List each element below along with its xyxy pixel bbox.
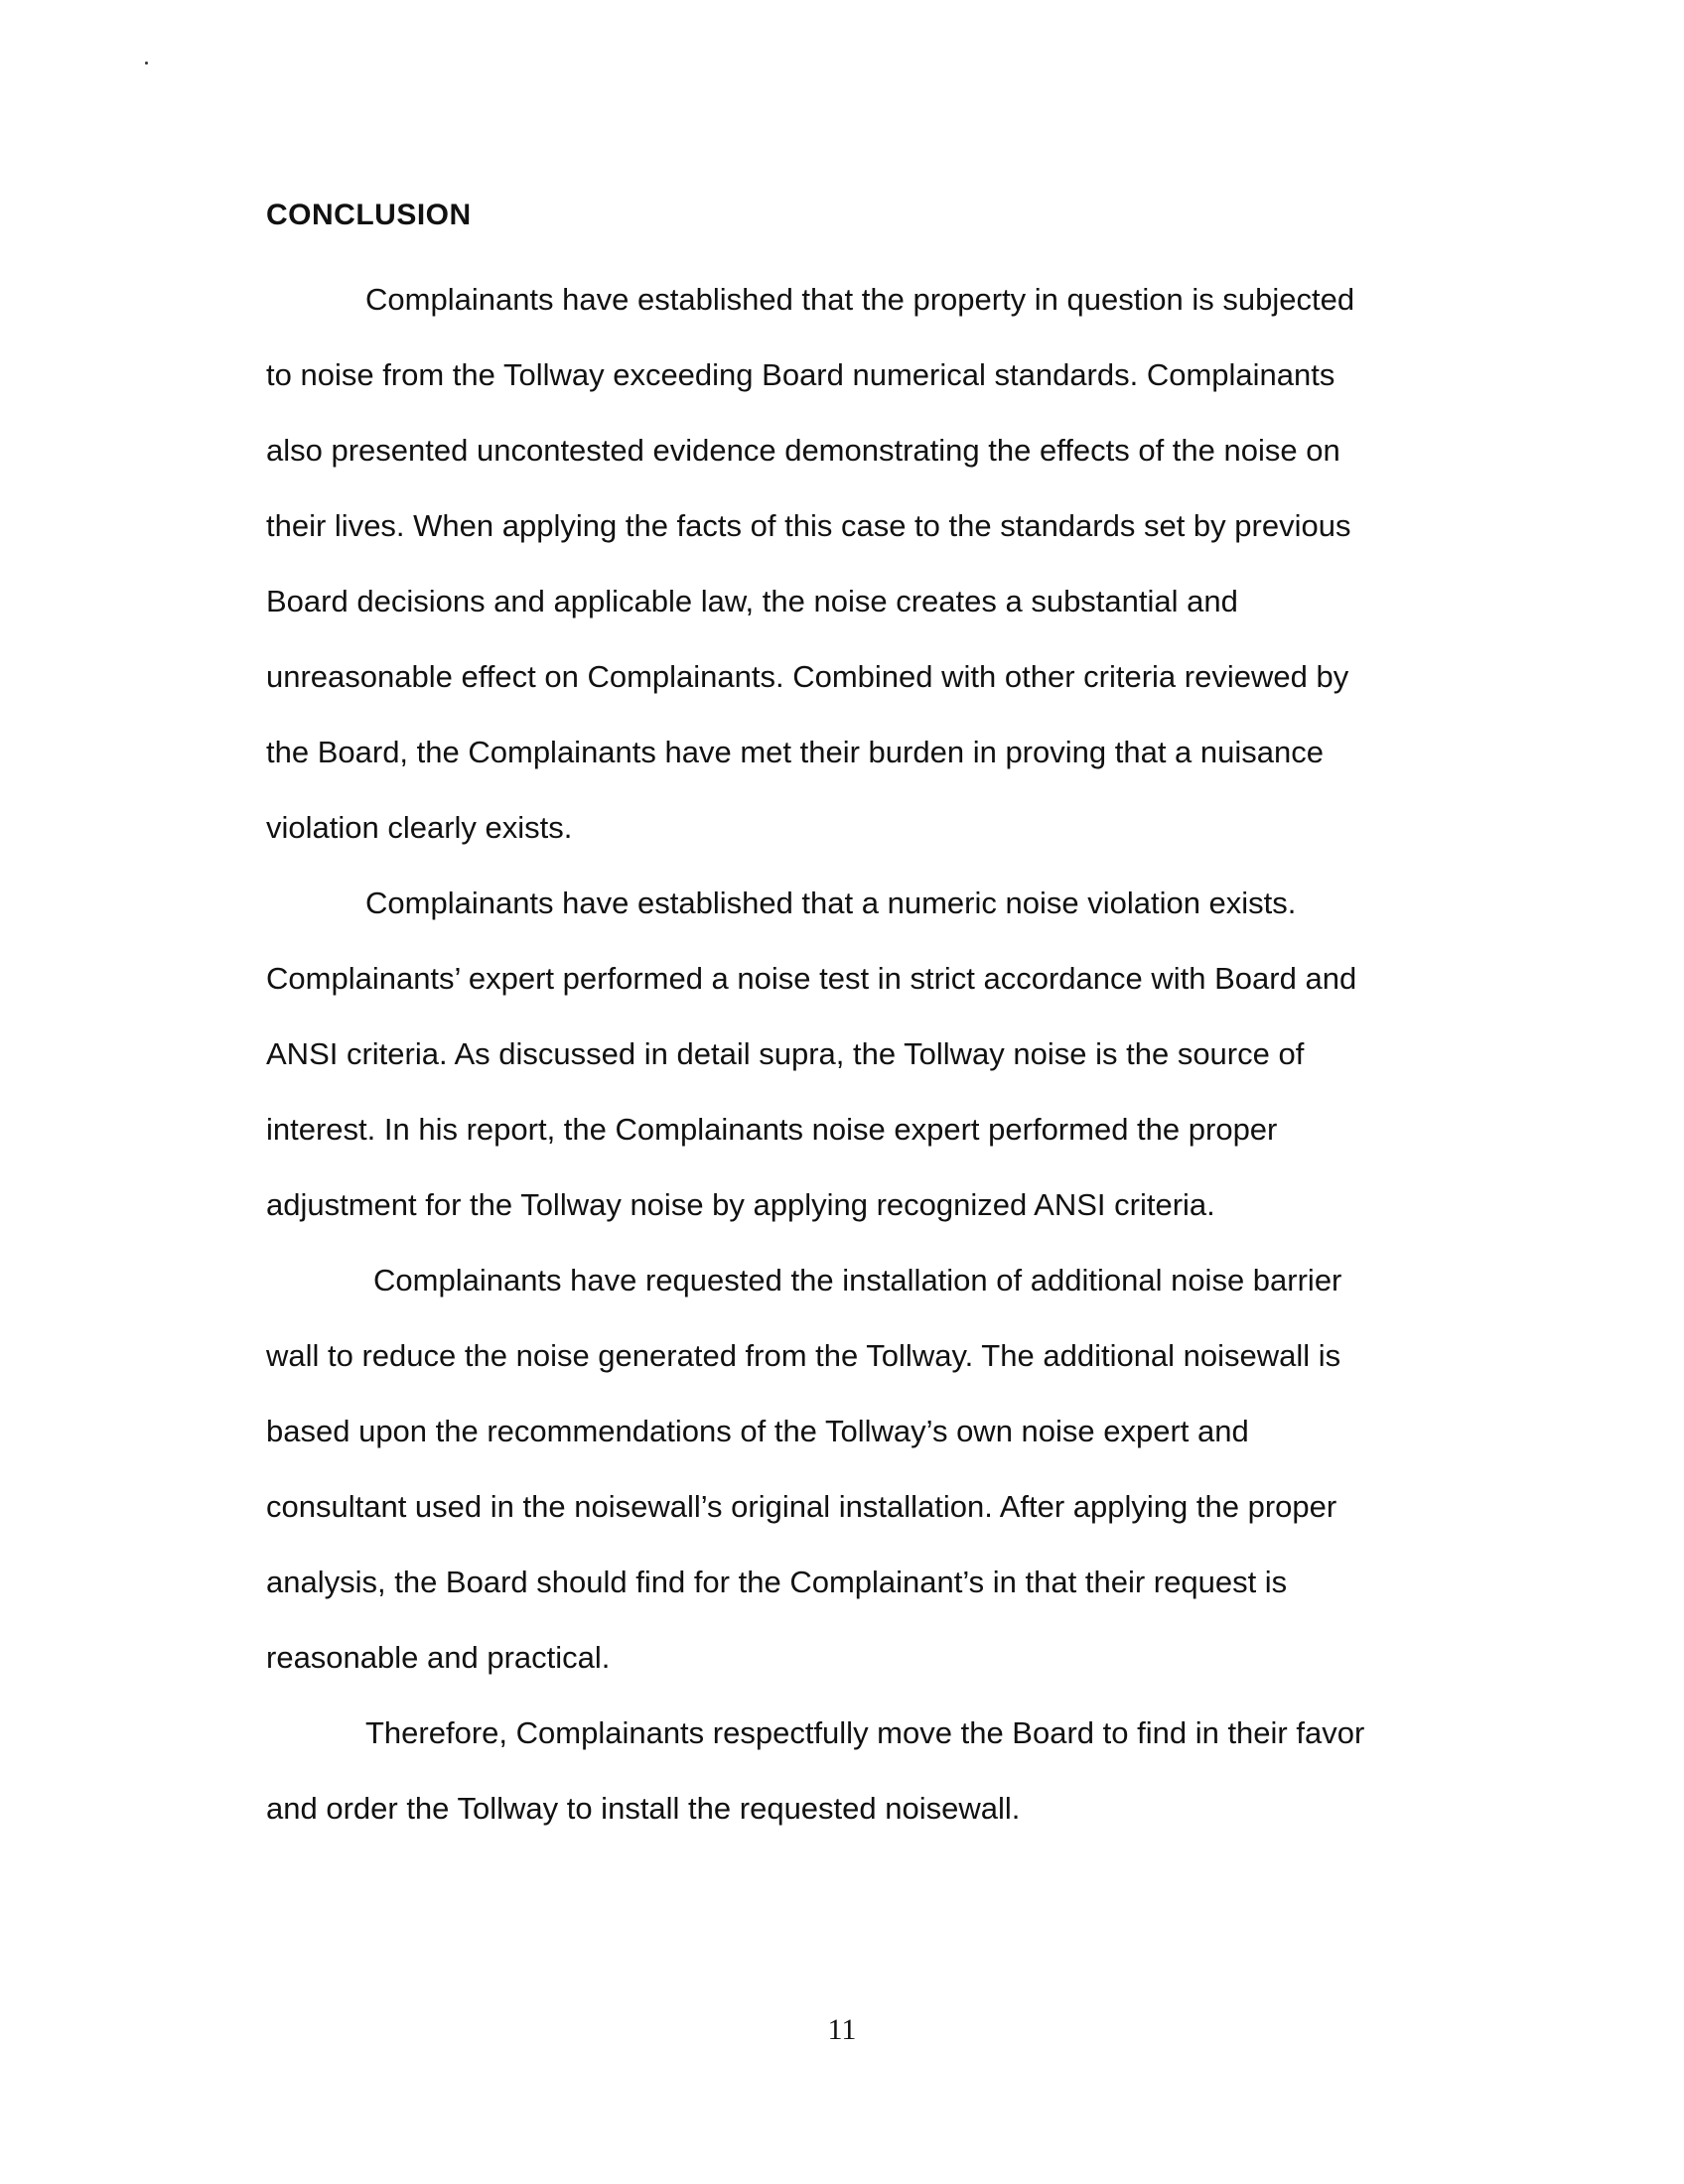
section-heading: CONCLUSION	[266, 199, 472, 231]
page-number: 11	[827, 2013, 857, 2046]
paragraph-line: Complainants have requested the installation of additional noise barrier	[373, 1263, 1342, 1297]
paragraph-line: ANSI criteria. As discussed in detail supra, the Tollway noise is the source of	[266, 1036, 1305, 1071]
paragraph-line: analysis, the Board should find for the Complainant’s in that their request is	[266, 1565, 1288, 1599]
paragraph-line: and order the Tollway to install the requested noisewall.	[266, 1791, 1021, 1826]
paragraph-line: violation clearly exists.	[266, 810, 573, 845]
paragraph-line: Complainants’ expert performed a noise test in strict accordance with Board and	[266, 961, 1357, 996]
paragraph-line: wall to reduce the noise generated from the Tollway. The additional noisewall is	[266, 1338, 1341, 1373]
paragraph-line: also presented uncontested evidence demonstrating the effects of the noise on	[266, 433, 1340, 468]
paragraph-line: adjustment for the Tollway noise by applying recognized ANSI criteria.	[266, 1187, 1215, 1222]
paragraph-line: interest. In his report, the Complainants noise expert performed the proper	[266, 1112, 1278, 1147]
paragraph-line: based upon the recommendations of the Tollway’s own noise expert and	[266, 1414, 1249, 1448]
paragraph-line: Complainants have established that a numeric noise violation exists.	[365, 886, 1297, 920]
paragraph-line: Therefore, Complainants respectfully move the Board to find in their favor	[365, 1715, 1365, 1750]
scan-speck	[145, 62, 148, 65]
paragraph-line: to noise from the Tollway exceeding Board numerical standards. Complainants	[266, 357, 1335, 392]
document-body	[266, 262, 1438, 1846]
paragraph-line: unreasonable effect on Complainants. Combined with other criteria reviewed by	[266, 659, 1349, 694]
paragraph-line: reasonable and practical.	[266, 1640, 611, 1675]
paragraph-line: the Board, the Complainants have met their burden in proving that a nuisance	[266, 735, 1324, 769]
paragraph-line: consultant used in the noisewall’s original installation. After applying the proper	[266, 1489, 1337, 1524]
paragraph-line: Complainants have established that the property in question is subjected	[365, 282, 1355, 317]
paragraph-line: their lives. When applying the facts of this case to the standards set by previous	[266, 508, 1351, 543]
paragraph-line: Board decisions and applicable law, the noise creates a substantial and	[266, 584, 1238, 618]
